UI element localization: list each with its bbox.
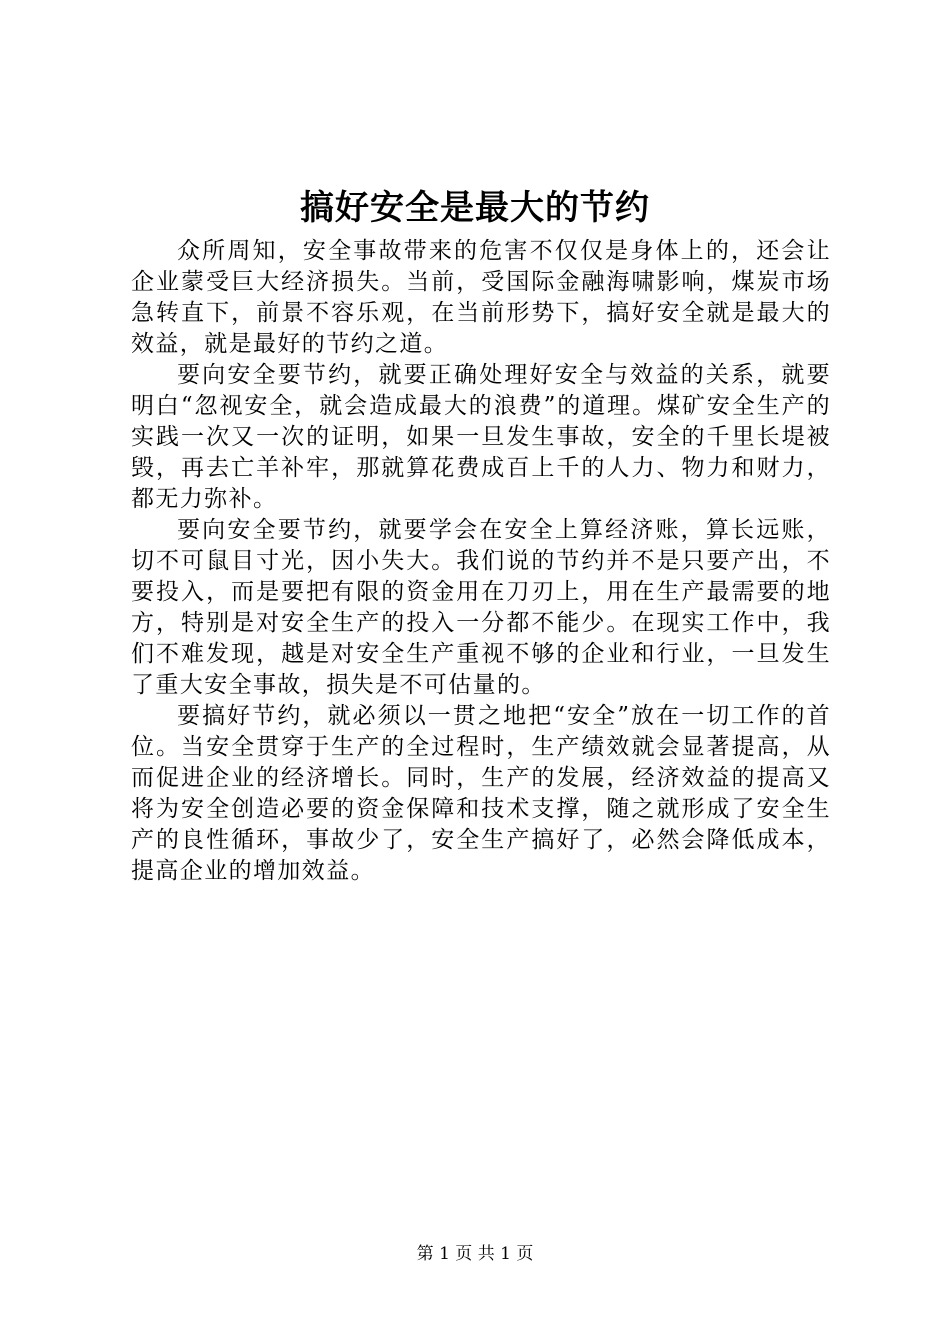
- paragraph-2: 要向安全要节约，就要正确处理好安全与效益的关系，就要明白“忽视安全，就会造成最大的浪费”的道理。煤矿安全生产的实践一次又一次的证明，如果一旦发生事故，安全的千里长堤被毁，再去亡羊补牢，那就算花费成百上千的人力、物力和财力，都无力弥补。: [131, 362, 831, 512]
- paragraph-4: 要搞好节约，就必须以一贯之地把“安全”放在一切工作的首位。当安全贯穿于生产的全过程时，生产绩效就会显著提高，从而促进企业的经济增长。同时，生产的发展，经济效益的提高又将为安全创造必要的资金保障和技术支撑，随之就形成了安全生产的良性循环，事故少了，安全生产搞好了，必然会降低成本，提高企业的增加效益。: [131, 703, 831, 884]
- paragraph-3: 要向安全要节约，就要学会在安全上算经济账，算长远账，切不可鼠目寸光，因小失大。我们说的节约并不是只要产出，不要投入，而是要把有限的资金用在刀刃上，用在生产最需要的地方，特别是对安全生产的投入一分都不能少。在现实工作中，我们不难发现，越是对安全生产重视不够的企业和行业，一旦发生了重大安全事故，损失是不可估量的。: [131, 517, 831, 698]
- document-body: [131, 236, 831, 887]
- paragraph-1: 众所周知，安全事故带来的危害不仅仅是身体上的，还会让企业蒙受巨大经济损失。当前，受国际金融海啸影响，煤炭市场急转直下，前景不容乐观，在当前形势下，搞好安全就是最大的效益，就是最好的节约之道。: [131, 238, 831, 357]
- document-title: 搞好安全是最大的节约: [300, 188, 650, 228]
- page-number-footer: 第 1 页 共 1 页: [416, 1244, 534, 1264]
